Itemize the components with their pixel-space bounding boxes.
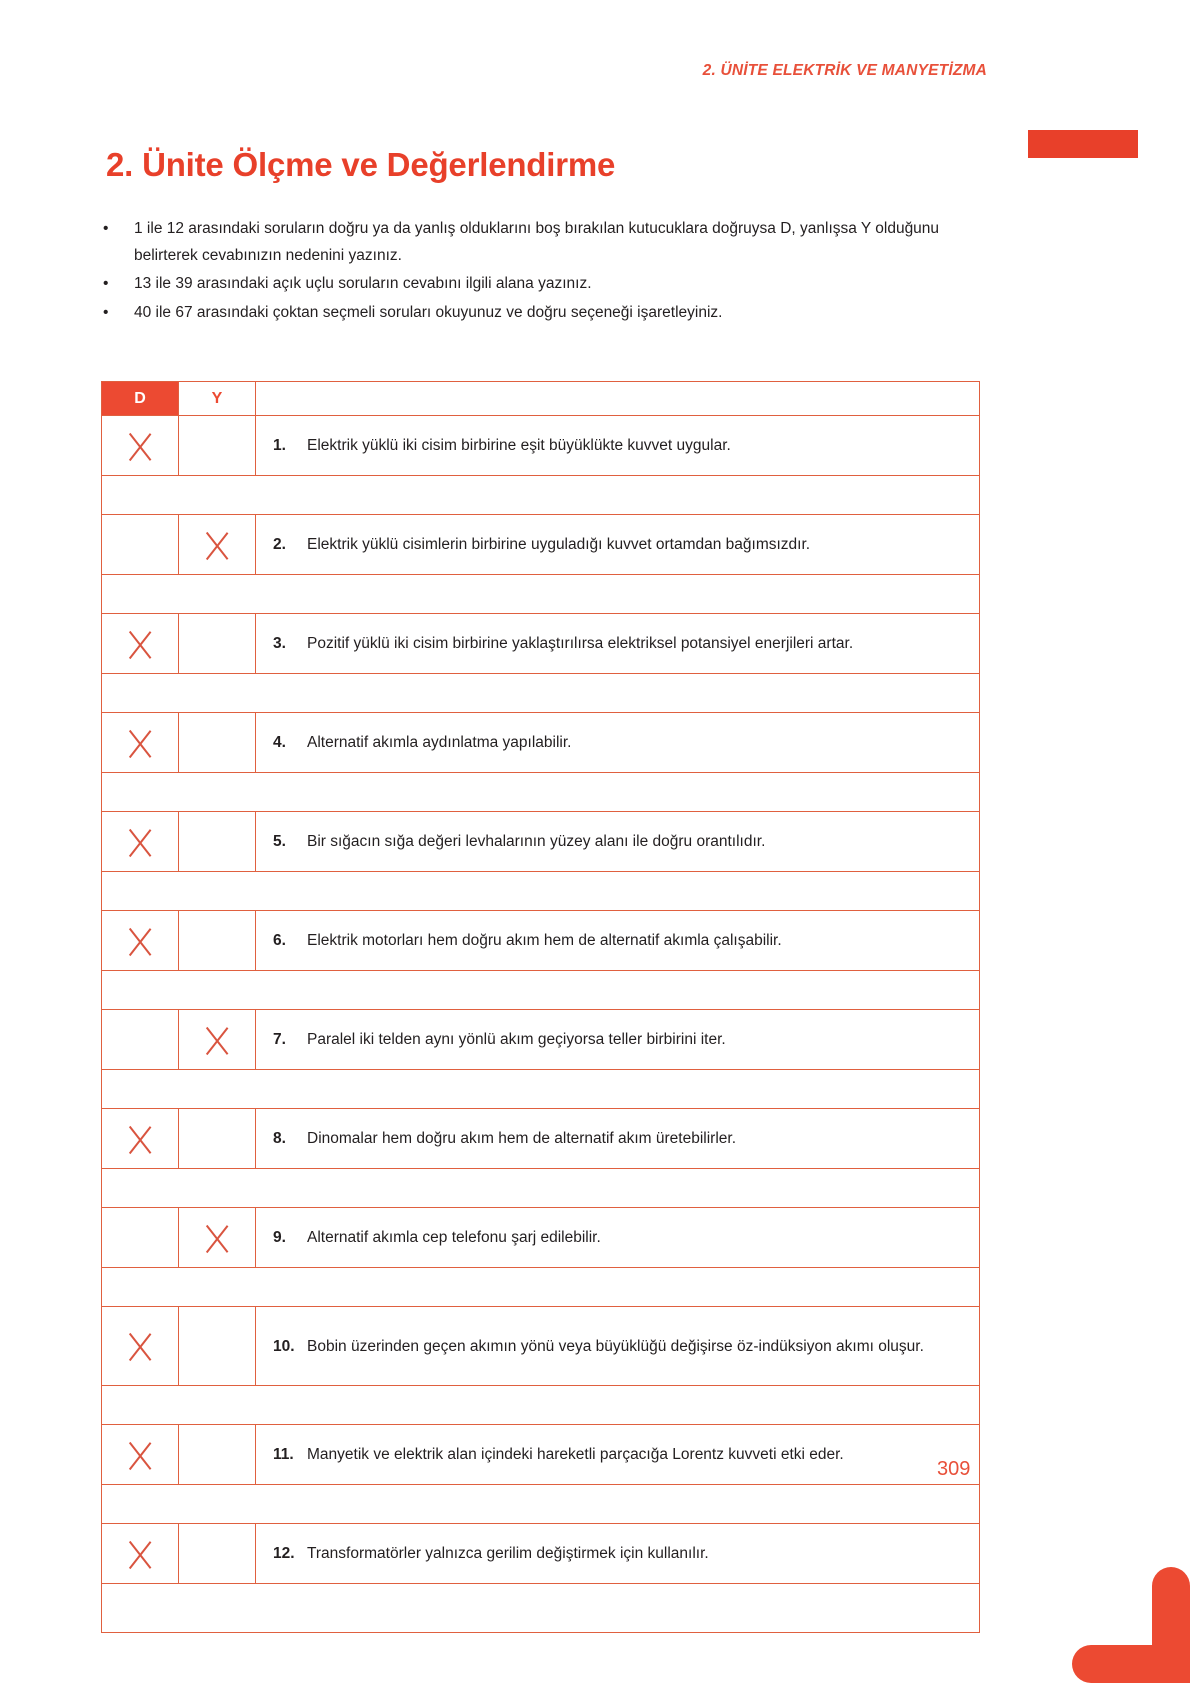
x-mark-icon [122, 1536, 158, 1572]
answer-area[interactable] [102, 1485, 980, 1524]
question-number: 1. [273, 437, 286, 454]
x-mark-icon [199, 527, 235, 563]
table-row [102, 1307, 980, 1386]
answer-row[interactable] [102, 773, 980, 812]
table-row [102, 1524, 980, 1584]
checkbox-yanlis[interactable] [179, 614, 256, 674]
answer-row[interactable] [102, 476, 980, 515]
question-cell [256, 1307, 980, 1386]
x-mark-icon [122, 923, 158, 959]
column-header-statement [256, 382, 980, 416]
column-header-yanlis: Y [179, 382, 256, 416]
checkbox-dogru[interactable] [102, 515, 179, 575]
answer-area[interactable] [102, 674, 980, 713]
question-text: Bobin üzerinden geçen akımın yönü veya büyüklüğü değişirse öz-indüksiyon akımı oluşur. [307, 1337, 924, 1355]
table-row [102, 1010, 980, 1070]
question-number: 10. [273, 1337, 295, 1355]
question-text: Transformatörler yalnızca gerilim değiştirmek için kullanılır. [307, 1545, 709, 1562]
question-number: 7. [273, 1031, 286, 1048]
table-row [102, 416, 980, 476]
question-text: Elektrik motorları hem doğru akım hem de alternatif akımla çalışabilir. [307, 932, 782, 949]
table-row [102, 614, 980, 674]
question-text: Paralel iki telden aynı yönlü akım geçiyorsa teller birbirini iter. [307, 1031, 726, 1048]
question-cell [256, 416, 980, 476]
table-row [102, 1109, 980, 1169]
table-row [102, 515, 980, 575]
question-number: 2. [273, 536, 286, 553]
x-mark-icon [122, 725, 158, 761]
instruction-text: 13 ile 39 arasındaki açık uçlu soruların cevabını ilgili alana yazınız. [134, 275, 592, 292]
answer-area[interactable] [102, 971, 980, 1010]
instruction-item [100, 271, 1000, 298]
page-number: 309 [937, 1458, 971, 1480]
answer-row[interactable] [102, 1169, 980, 1208]
corner-ornament-horizontal-arm [1072, 1645, 1190, 1683]
answer-area[interactable] [102, 575, 980, 614]
checkbox-yanlis[interactable] [179, 1524, 256, 1584]
question-number: 6. [273, 932, 286, 949]
bullet-icon: • [103, 275, 109, 292]
answer-area[interactable] [102, 1070, 980, 1109]
true-false-table [101, 381, 980, 1633]
table-row [102, 1425, 980, 1485]
checkbox-dogru[interactable] [102, 1208, 179, 1268]
checkbox-dogru[interactable] [102, 911, 179, 971]
checkbox-dogru[interactable] [102, 1010, 179, 1070]
checkbox-dogru[interactable] [102, 1425, 179, 1485]
question-number: 3. [273, 635, 286, 652]
question-text: Manyetik ve elektrik alan içindeki hareketli parçacığa Lorentz kuvveti etki eder. [307, 1446, 844, 1463]
bullet-icon: • [103, 303, 109, 321]
checkbox-yanlis[interactable] [179, 911, 256, 971]
question-cell [256, 911, 980, 971]
question-text: Elektrik yüklü iki cisim birbirine eşit büyüklükte kuvvet uygular. [307, 437, 731, 454]
question-text: Dinomalar hem doğru akım hem de alternatif akım üretebilirler. [307, 1130, 737, 1147]
table-row [102, 812, 980, 872]
x-mark-icon [199, 1022, 235, 1058]
table-row [102, 911, 980, 971]
answer-row[interactable] [102, 872, 980, 911]
x-mark-icon [122, 626, 158, 662]
question-cell [256, 515, 980, 575]
answer-area[interactable] [102, 1584, 980, 1633]
question-text: Pozitif yüklü iki cisim birbirine yaklaştırılırsa elektriksel potansiyel enerjileri artar. [307, 635, 854, 652]
x-mark-icon [199, 1220, 235, 1256]
checkbox-yanlis[interactable] [179, 515, 256, 575]
checkbox-yanlis[interactable] [179, 1425, 256, 1485]
question-text: Alternatif akımla aydınlatma yapılabilir. [307, 734, 572, 751]
checkbox-dogru[interactable] [102, 1524, 179, 1584]
question-number: 8. [273, 1130, 286, 1147]
page-title: 2. Ünite Ölçme ve Değerlendirme [106, 146, 616, 184]
question-cell [256, 614, 980, 674]
question-cell [256, 1010, 980, 1070]
checkbox-yanlis[interactable] [179, 713, 256, 773]
x-mark-icon [122, 824, 158, 860]
instruction-item [100, 216, 1000, 269]
answer-row[interactable] [102, 1584, 980, 1633]
question-cell [256, 812, 980, 872]
answer-area[interactable] [102, 1268, 980, 1307]
column-header-dogru: D [102, 382, 179, 416]
instructions-list [100, 216, 1000, 328]
question-cell [256, 1109, 980, 1169]
checkbox-dogru[interactable] [102, 1109, 179, 1169]
table-row [102, 1208, 980, 1268]
answer-row[interactable] [102, 971, 980, 1010]
answer-row[interactable] [102, 1268, 980, 1307]
answer-row[interactable] [102, 575, 980, 614]
table-header-row [102, 382, 980, 416]
question-number: 12. [273, 1545, 295, 1562]
table-row [102, 713, 980, 773]
bullet-icon: • [103, 220, 109, 237]
question-cell [256, 1524, 980, 1584]
instruction-item [100, 300, 1000, 327]
answer-area[interactable] [102, 1169, 980, 1208]
question-text: Alternatif akımla cep telefonu şarj edilebilir. [307, 1229, 601, 1246]
instruction-text: 1 ile 12 arasındaki soruların doğru ya da yanlış olduklarını boş bırakılan kutucuklara doğruysa D, yanlışsa Y olduğunu belirterek cevabınızın nedenini yazınız. [134, 220, 940, 264]
running-head: 2. ÜNİTE ELEKTRİK VE MANYETİZMA [702, 62, 987, 79]
question-text: Bir sığacın sığa değeri levhalarının yüzey alanı ile doğru orantılıdır. [307, 833, 766, 850]
answer-row[interactable] [102, 1485, 980, 1524]
answer-row[interactable] [102, 674, 980, 713]
answer-area[interactable] [102, 476, 980, 515]
x-mark-icon [122, 428, 158, 464]
checkbox-dogru[interactable] [102, 416, 179, 476]
question-text: Elektrik yüklü cisimlerin birbirine uyguladığı kuvvet ortamdan bağımsızdır. [307, 536, 811, 553]
checkbox-yanlis[interactable] [179, 812, 256, 872]
x-mark-icon [122, 1437, 158, 1473]
question-number: 9. [273, 1229, 286, 1246]
title-accent-bar [1028, 130, 1138, 158]
checkbox-dogru[interactable] [102, 1307, 179, 1386]
checkbox-dogru[interactable] [102, 812, 179, 872]
answer-area[interactable] [102, 872, 980, 911]
question-number: 11. [273, 1446, 294, 1463]
checkbox-dogru[interactable] [102, 713, 179, 773]
checkbox-yanlis[interactable] [179, 416, 256, 476]
instruction-text: 40 ile 67 arasındaki çoktan seçmeli soruları okuyunuz ve doğru seçeneği işaretleyiniz. [134, 303, 723, 321]
question-number: 4. [273, 734, 286, 751]
answer-row[interactable] [102, 1386, 980, 1425]
checkbox-dogru[interactable] [102, 614, 179, 674]
checkbox-yanlis[interactable] [179, 1307, 256, 1386]
checkbox-yanlis[interactable] [179, 1208, 256, 1268]
checkbox-yanlis[interactable] [179, 1010, 256, 1070]
question-cell [256, 1425, 980, 1485]
checkbox-yanlis[interactable] [179, 1109, 256, 1169]
answer-row[interactable] [102, 1070, 980, 1109]
x-mark-icon [122, 1121, 158, 1157]
answer-area[interactable] [102, 1386, 980, 1425]
answer-area[interactable] [102, 773, 980, 812]
x-mark-icon [122, 1328, 158, 1364]
question-cell [256, 1208, 980, 1268]
question-cell [256, 713, 980, 773]
corner-ornament [1070, 1561, 1190, 1683]
question-number: 5. [273, 833, 286, 850]
